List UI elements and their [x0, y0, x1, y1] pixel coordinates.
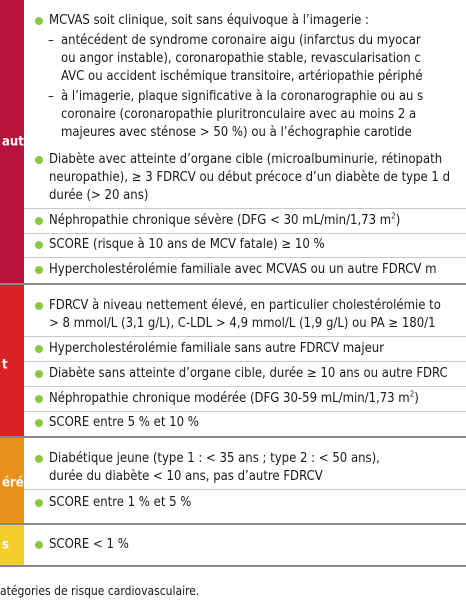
bullet-icon — [35, 370, 43, 378]
bullet-icon — [35, 302, 43, 310]
divider — [24, 233, 466, 234]
bullet-icon — [35, 266, 43, 274]
row-very-high-risk: aut MCVAS soit clinique, soit sans équivoque à l’imagerie : – antécédent de syndrome coronaire aigu (infarctus du myocar ou angor instable), coronaropathie stable, revascularisation c AVC ou accident ischémique transitoire, artériopathie périphé – à l’imagerie, plaque significative à la coronarographie ou au s coronaire (coronaropathie pluritronculaire avec au moins 2 a majeures avec sténose > 50 %) ou à l’échographie carotide Diabète avec atteinte d’organe cible (microalbuminurie, rétinopath neuropathie), ≥ 3 FDRCV ou début précoce d’un diabète de type 1 d durée (> 20 ans) Néphropathie chronique sévère (DFG < 30 mL/min/1,73 $m^2$) SCORE (risque à 10 ans de MCV fatale) ≥ 10 % Hypercholestérolémie familiale avec MCVAS ou un autre FDRCV m — [0, 0, 466, 283]
divider — [24, 336, 466, 337]
bullet-icon — [35, 499, 43, 507]
category-cell-very-high — [0, 0, 24, 283]
divider — [24, 257, 466, 258]
category-label: aut — [2, 134, 24, 150]
bullet-icon — [35, 241, 43, 249]
dash-icon: – — [48, 89, 54, 104]
row-divider — [0, 565, 466, 567]
row-moderate-risk: éré Diabétique jeune (type 1 : < 35 ans ; type 2 : < 50 ans), durée du diabète < 10 ans, pas d’autre FDRCV SCORE entre 1 % et 5 % — [0, 438, 466, 523]
bullet-icon — [35, 156, 43, 164]
category-label: t — [2, 357, 8, 373]
bullet-icon — [35, 217, 43, 225]
category-label: éré — [2, 475, 24, 491]
divider — [24, 411, 466, 412]
dash-icon: – — [48, 33, 54, 48]
row-high-risk: t FDRCV à niveau nettement élevé, en particulier cholestérolémie to > 8 mmol/L (3,1 g/L), C-LDL > 4,9 mmol/L (1,9 g/L) ou PA ≥ 180/1 Hypercholestérolémie familiale sans autre FDRCV majeur Diabète sans atteinte d’organe cible, durée ≥ 10 ans ou autre FDRC Néphropathie chronique modérée (DFG 30-59 mL/min/1,73 $m^2$) SCORE entre 5 % et 10 % — [0, 285, 466, 436]
category-label: s — [2, 537, 9, 553]
bullet-icon — [35, 345, 43, 353]
row-low-risk: s SCORE < 1 % — [0, 525, 466, 565]
bullet-icon — [35, 395, 43, 403]
divider — [24, 386, 466, 387]
divider — [24, 361, 466, 362]
category-cell-high — [0, 285, 24, 436]
table-caption: atégories de risque cardiovasculaire. — [0, 584, 200, 598]
bullet-icon — [35, 455, 43, 463]
bullet-icon — [35, 17, 43, 25]
divider — [24, 208, 466, 209]
bullet-icon — [35, 419, 43, 427]
category-cell-low — [0, 525, 24, 565]
bullet-icon — [35, 541, 43, 549]
category-cell-moderate — [0, 438, 24, 523]
divider — [24, 489, 466, 490]
